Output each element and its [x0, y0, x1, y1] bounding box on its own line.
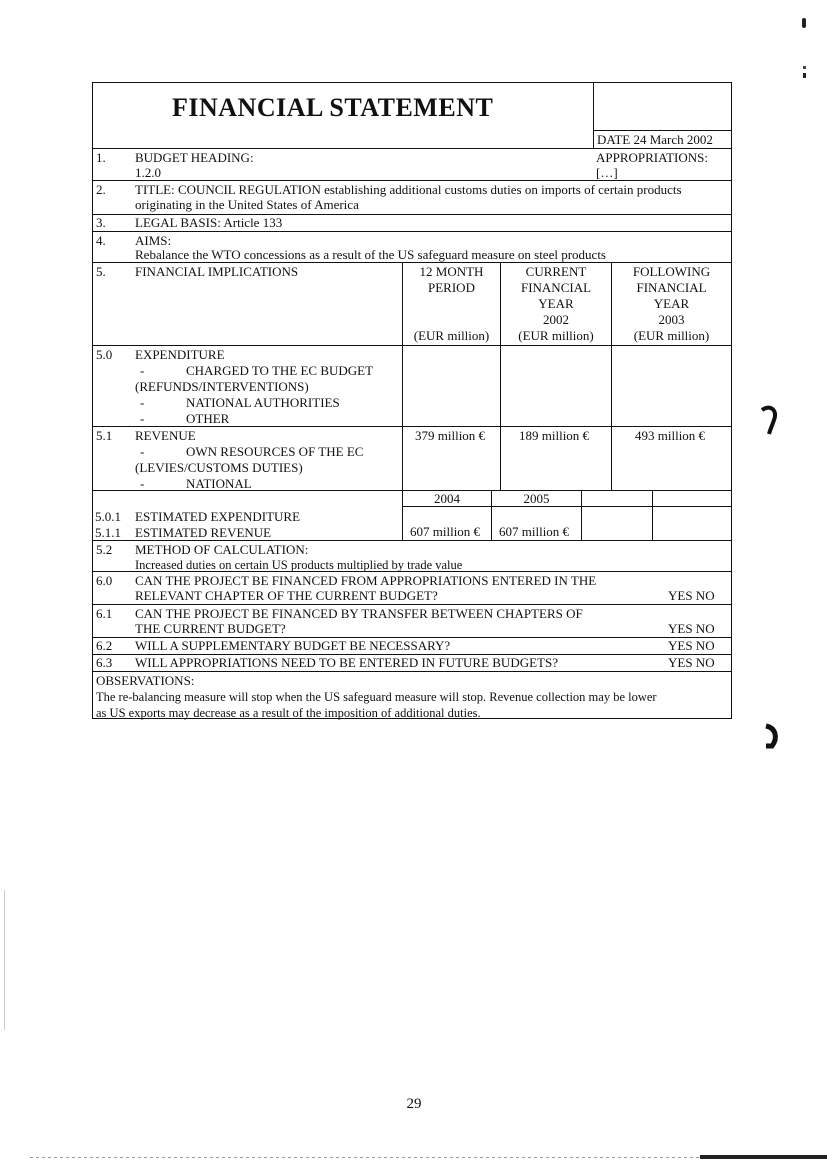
expenditure-line: NATIONAL AUTHORITIES [186, 395, 340, 410]
column-header-line: FINANCIAL [520, 280, 592, 295]
budget-heading-value: 1.2.0 [135, 165, 161, 180]
column-header-line: PERIOD [428, 280, 475, 295]
page-number: 29 [406, 1096, 422, 1112]
title-label: TITLE: [135, 182, 175, 197]
column-header-line: 2003 [658, 312, 685, 327]
yes-no-answer: YES NO [668, 621, 715, 636]
observations-text: The re-balancing measure will stop when the US safeguard measure will stop. Revenue collection may be lower [96, 690, 657, 704]
section-number: 2. [96, 182, 106, 197]
observations-label: OBSERVATIONS: [96, 673, 195, 688]
yes-no-answer: YES NO [668, 638, 715, 653]
question-text: THE CURRENT BUDGET? [135, 621, 286, 636]
year-2005: 2005 [523, 491, 550, 506]
revenue-line: (LEVIES/CUSTOMS DUTIES) [135, 460, 303, 475]
year-2004: 2004 [434, 491, 460, 506]
section-number: 5.1.1 [95, 525, 121, 540]
expenditure-line: OTHER [186, 411, 230, 426]
section-number: 5.1 [96, 428, 113, 443]
scan-edge [4, 890, 5, 1030]
scan-mark [803, 66, 806, 69]
aims-label: AIMS: [135, 233, 172, 248]
observations-text: as US exports may decrease as a result of the imposition of additional duties. [96, 706, 481, 720]
expenditure-line: CHARGED TO THE EC BUDGET [186, 363, 374, 378]
section-number: 3. [96, 215, 106, 230]
column-header-line: FINANCIAL [636, 280, 707, 295]
budget-heading-label: BUDGET HEADING: [135, 150, 254, 165]
estimated-revenue-2005: 607 million € [499, 524, 570, 539]
column-header-line: YEAR [538, 296, 574, 311]
scan-mark [760, 404, 780, 441]
statement-date: DATE 24 March 2002 [597, 132, 713, 147]
question-text: CAN THE PROJECT BE FINANCED BY TRANSFER BETWEEN CHAPTERS OF [135, 606, 583, 621]
dash: - [140, 395, 145, 410]
section-number: 6.1 [96, 606, 113, 621]
method-label: METHOD OF CALCULATION: [135, 542, 309, 557]
appropriations-value: […] [596, 165, 618, 180]
financial-implications-label: FINANCIAL IMPLICATIONS [135, 264, 299, 279]
section-number: 6.2 [96, 638, 113, 653]
column-header-line: FOLLOWING [632, 264, 711, 279]
section-number: 6.3 [96, 655, 113, 670]
expenditure-label: EXPENDITURE [135, 347, 225, 362]
revenue-line: OWN RESOURCES OF THE EC [186, 444, 364, 459]
column-header-line: 2002 [543, 312, 569, 327]
scan-edge [700, 1155, 827, 1159]
dash: - [140, 444, 145, 459]
column-header-unit: (EUR million) [413, 328, 490, 343]
column-header-line: 12 MONTH [419, 264, 484, 279]
scan-mark [762, 722, 782, 755]
aims-text: Rebalance the WTO concessions as a result of the US safeguard measure on steel products [135, 247, 606, 262]
column-header-line: YEAR [653, 296, 690, 311]
revenue-2003: 493 million € [635, 428, 706, 443]
title-regulation: COUNCIL REGULATION [177, 182, 321, 197]
scan-mark [803, 73, 806, 78]
scan-mark [802, 18, 806, 28]
section-number: 6.0 [96, 573, 113, 588]
estimated-expenditure-label: ESTIMATED EXPENDITURE [135, 509, 301, 524]
method-text: Increased duties on certain US products multiplied by trade value [135, 558, 463, 572]
section-number: 5.0 [96, 347, 113, 362]
yes-no-answer: YES NO [668, 588, 715, 603]
section-number: 5. [96, 264, 106, 279]
revenue-label: REVENUE [135, 428, 196, 443]
column-header-line: CURRENT [525, 264, 587, 279]
estimated-revenue-label: ESTIMATED REVENUE [135, 525, 272, 540]
estimated-revenue-2004: 607 million € [410, 524, 481, 539]
revenue-12-month: 379 million € [415, 428, 486, 443]
column-header-unit: (EUR million) [633, 328, 710, 343]
dash: - [140, 411, 145, 426]
page-title: FINANCIAL STATEMENT [172, 93, 494, 122]
section-number: 4. [96, 233, 106, 248]
yes-no-answer: YES NO [668, 655, 715, 670]
dash: - [140, 363, 145, 378]
scan-edge [30, 1157, 700, 1158]
column-header-unit: (EUR million) [518, 328, 594, 343]
question-text: RELEVANT CHAPTER OF THE CURRENT BUDGET? [135, 588, 438, 603]
section-number: 5.0.1 [95, 509, 121, 524]
appropriations-label: APPROPRIATIONS: [596, 150, 708, 165]
regulation-title-line-2: originating in the United States of America [135, 197, 359, 212]
question-text: WILL APPROPRIATIONS NEED TO BE ENTERED IN FUTURE BUDGETS? [135, 655, 558, 670]
dash: - [140, 476, 145, 491]
section-number: 5.2 [96, 542, 113, 557]
revenue-line: NATIONAL [186, 476, 252, 491]
section-number: 1. [96, 150, 106, 165]
regulation-title [135, 182, 682, 198]
revenue-2002: 189 million € [519, 428, 590, 443]
legal-basis: LEGAL BASIS: Article 133 [135, 215, 283, 230]
title-description: establishing additional customs duties on imports of certain products [320, 182, 682, 197]
question-text: WILL A SUPPLEMENTARY BUDGET BE NECESSARY? [135, 638, 451, 653]
question-text: CAN THE PROJECT BE FINANCED FROM APPROPRIATIONS ENTERED IN THE [135, 573, 597, 588]
expenditure-line: (REFUNDS/INTERVENTIONS) [135, 379, 309, 394]
